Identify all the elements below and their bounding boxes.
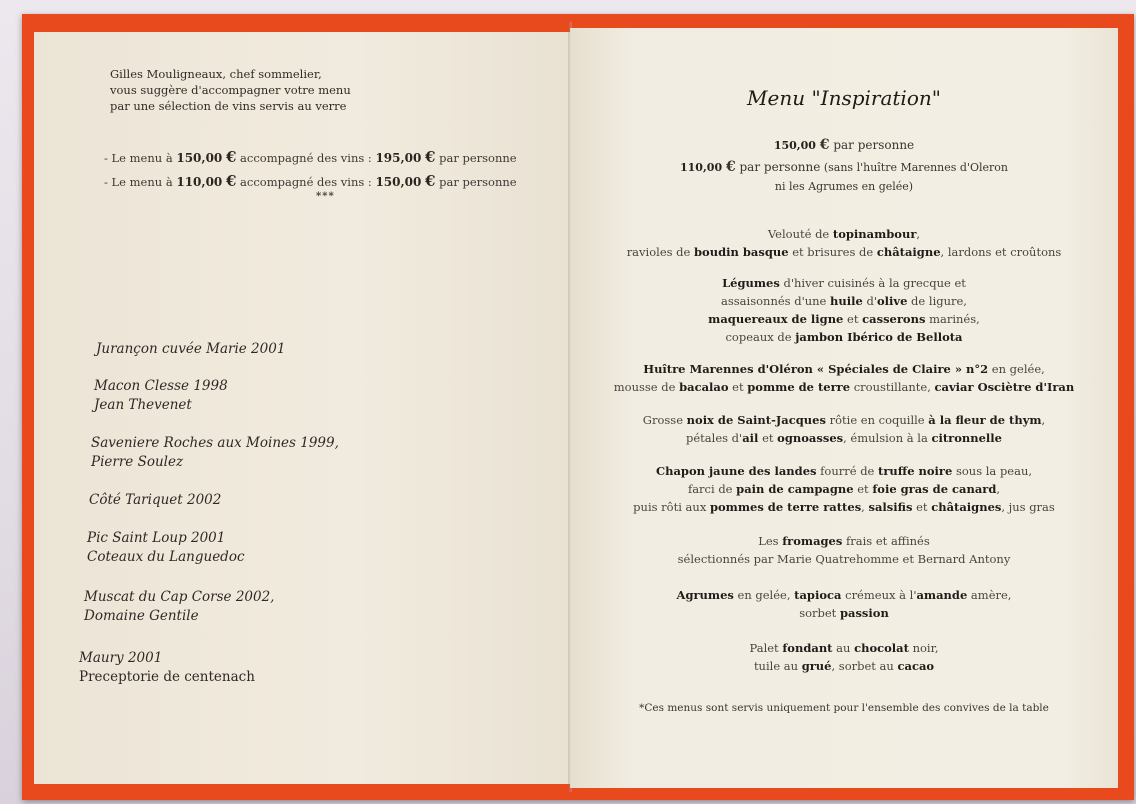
course-line: Huître Marennes d'Oléron « Spéciales de Claire » n°2 en gelée, — [643, 362, 1045, 376]
course-item — [570, 532, 1118, 568]
course-line: sorbet passion — [799, 606, 889, 620]
wine-entry: Maury 2001 Preceptorie de centenach — [79, 650, 255, 685]
wine-entry: Jurançon cuvée Marie 2001 — [96, 341, 286, 357]
intro-line: vous suggère d'accompagner votre menu — [110, 83, 351, 97]
wine-offer-1: - Le menu à 150,00 € accompagné des vins : 195,00 € par personne — [104, 148, 517, 166]
course-item — [570, 462, 1118, 516]
menu-price-note: ni les Agrumes en gelée) — [774, 180, 914, 193]
course-line: ravioles de boudin basque et brisures de châtaigne, lardons et croûtons — [626, 245, 1062, 259]
course-line: tuile au grué, sorbet au cacao — [753, 659, 935, 673]
course-line: pétales d'ail et ognoasses, émulsion à la citronnelle — [686, 431, 1002, 445]
course-line: Palet fondant au chocolat noir, — [749, 641, 939, 655]
separator-stars: *** — [316, 191, 335, 202]
course-item — [570, 586, 1118, 622]
course-line: assaisonnés d'une huile d'olive de ligure, — [721, 294, 967, 308]
menu-title: Menu "Inspiration" — [747, 86, 941, 110]
intro-line: par une sélection de vins servis au verre — [110, 99, 347, 113]
menu-footnote: *Ces menus sont servis uniquement pour l'ensemble des convives de la table — [639, 702, 1049, 714]
course-item — [570, 274, 1118, 346]
wine-entry: Muscat du Cap Corse 2002, Domaine Gentile — [84, 589, 275, 624]
sommelier-intro — [110, 66, 351, 114]
wine-offer-2: - Le menu à 110,00 € accompagné des vins : 150,00 € par personne — [104, 172, 517, 190]
wine-entry: Saveniere Roches aux Moines 1999, Pierre Soulez — [91, 435, 339, 470]
menu-price-reduced: 110,00 € par personne (sans l'huître Marennes d'Oleron — [680, 159, 1008, 175]
course-line: Agrumes en gelée, tapioca crémeux à l'amande amère, — [676, 588, 1012, 602]
course-item — [570, 225, 1118, 261]
course-line: farci de pain de campagne et foie gras de canard, — [687, 482, 1001, 496]
menu-price-full: 150,00 € par personne — [773, 137, 915, 153]
course-item — [570, 360, 1118, 396]
course-line: Les fromages frais et affinés — [758, 534, 930, 548]
course-line: Grosse noix de Saint-Jacques rôtie en coquille à la fleur de thym, — [642, 413, 1046, 427]
wine-entry: Pic Saint Loup 2001 Coteaux du Languedoc — [87, 530, 245, 565]
page-fold — [568, 22, 572, 792]
course-line: Chapon jaune des landes fourré de truffe noire sous la peau, — [655, 464, 1033, 478]
left-page — [34, 32, 570, 784]
wine-entry: Macon Clesse 1998 Jean Thevenet — [94, 378, 228, 413]
course-item — [570, 411, 1118, 447]
course-line: Velouté de topinambour, — [767, 227, 921, 241]
course-line: puis rôti aux pommes de terre rattes, salsifis et châtaignes, jus gras — [633, 500, 1055, 514]
course-item — [570, 639, 1118, 675]
course-line: Légumes d'hiver cuisinés à la grecque et — [722, 276, 966, 290]
course-line: maquereaux de ligne et casserons marinés, — [708, 312, 980, 326]
course-line: copeaux de jambon Ibérico de Bellota — [725, 330, 963, 344]
course-line: mousse de bacalao et pomme de terre croustillante, caviar Osciètre d'Iran — [613, 380, 1075, 394]
course-line: sélectionnés par Marie Quatrehomme et Bernard Antony — [677, 552, 1011, 566]
wine-entry: Côté Tariquet 2002 — [89, 492, 222, 508]
right-page — [570, 28, 1118, 788]
intro-line: Gilles Mouligneaux, chef sommelier, — [110, 67, 322, 81]
